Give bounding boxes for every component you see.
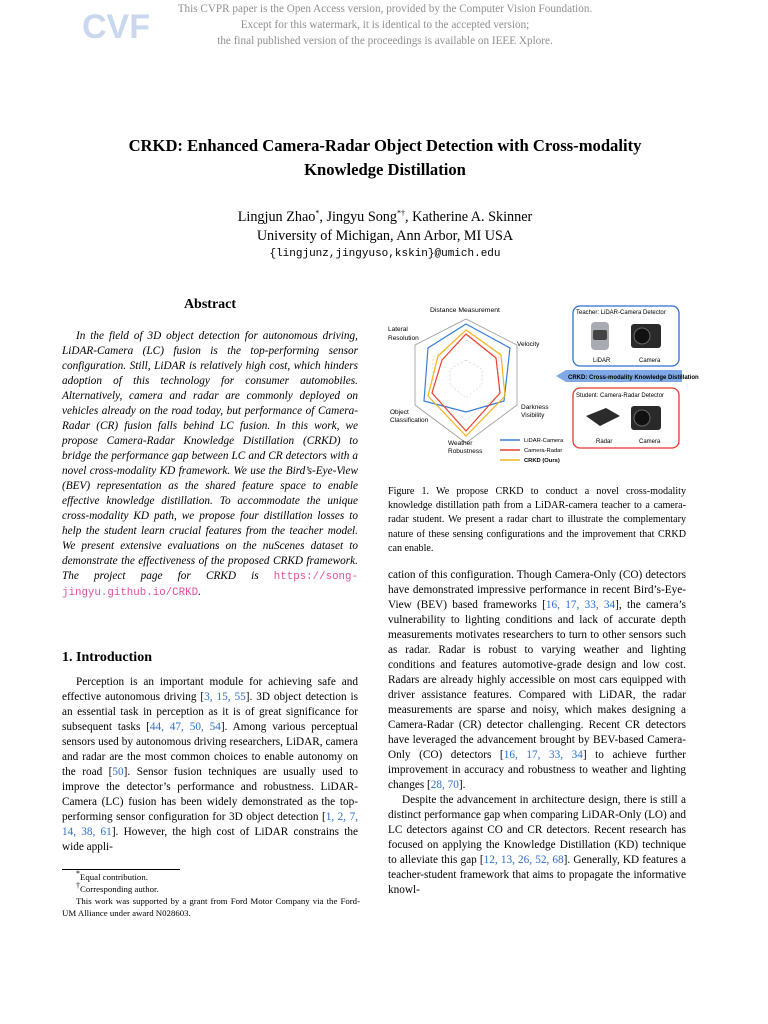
author-block <box>60 208 710 263</box>
teacher-box <box>573 306 679 366</box>
footnote-corresponding: †Corresponding author. <box>76 881 159 894</box>
paper-title <box>60 134 710 182</box>
author-name: Katherine A. Skinner <box>412 209 533 225</box>
body-text: cation of this configuration. Though Camera-Only (CO) detectors have demonstrated impressive performance in recent Bird’s-Eye-View (BEV) based frameworks [ <box>388 569 686 611</box>
student-radar-label: Radar <box>596 439 613 445</box>
title-line-1: CRKD: Enhanced Camera-Radar Object Detection with Cross-modality <box>128 136 642 155</box>
radar-outer-hexagon <box>415 319 517 443</box>
body-text: ]. <box>458 779 466 791</box>
title-line-2: Knowledge Distillation <box>304 160 466 179</box>
footnote-text: Corresponding author. <box>80 884 159 894</box>
author-name: Lingjun Zhao <box>237 209 316 225</box>
section-heading-introduction: 1. Introduction <box>62 650 152 665</box>
kd-banner-label: CRKD: Cross-modality Knowledge Distillation <box>568 375 699 381</box>
intro-text: ]. Sensor fusion techniques are usually used to improve the detector’s performance and robustness. LiDAR-Camera (LC) fusion has been widely demonstrated as the top-performing sensor configuration for 3D object detection [ <box>62 766 358 823</box>
intro-paragraph-2 <box>388 793 686 898</box>
camera-icon-lens <box>634 410 650 426</box>
project-page-link[interactable]: https://song-jingyu.github.io/CRKD <box>62 571 358 599</box>
radar-grid-ring <box>450 360 482 398</box>
footnote-text: Equal contribution. <box>80 872 148 882</box>
kd-arrow-icon <box>556 370 566 382</box>
author-mark: *† <box>397 208 405 218</box>
camera-icon-lens <box>634 328 650 344</box>
footnote-funding: This work was supported by a grant from Ford Motor Company via the Ford-UM Alliance under award N028603. <box>62 896 360 918</box>
figure-1-caption: Figure 1. We propose CRKD to conduct a novel cross-modality knowledge distillation path from a LiDAR-camera teacher to a camera-radar student. We present a radar chart to illustrate the complementary nature of these sensing configurations and the improvement that CRKD can enable. <box>388 486 686 554</box>
intro-text: ]. However, the high cost of LiDAR constrains the wide appli- <box>62 826 359 853</box>
citation-link[interactable]: 16, 17, 33, 34 <box>545 599 616 611</box>
lidar-icon-window <box>593 330 607 340</box>
watermark-line-2: Except for this watermark, it is identical to the accepted version; <box>240 19 530 31</box>
radar-chart <box>388 307 549 455</box>
citation-link[interactable]: 28, 70 <box>430 779 459 791</box>
teacher-title: Teacher: LiDAR-Camera Detector <box>576 310 666 316</box>
legend-cr: Camera-Radar <box>524 448 563 454</box>
legend-lc: LiDAR-Camera <box>524 438 564 444</box>
footnotes <box>62 871 360 919</box>
body-text: Despite the advancement in architecture design, there is still a distinct performance gap when comparing LiDAR-Only (LO) and LC detectors against CO and CR detectors. Recent research has focused on applying the Knowledge Distillation (KD) technique to alleviate this gap [ <box>388 794 686 866</box>
intro-paragraph-continued <box>388 568 686 793</box>
axis-label-velocity: Velocity <box>517 341 540 348</box>
figure-1 <box>388 300 699 470</box>
teacher-camera-label: Camera <box>639 358 661 364</box>
student-box <box>573 388 679 448</box>
abstract-heading: Abstract <box>183 297 237 312</box>
abstract-text: In the field of 3D object detection for autonomous driving, LiDAR-Camera (LC) fusion is the top-performing sensor configuration. Still, LiDAR is relatively high cost, which hinders adoption of this technology for consumer automobiles. Alternatively, camera and radar are commonly deployed on vehicles already on the road today, but performance of Camera-Radar (CR) fusion falls behind LC fusion. In this work, we propose Camera-Radar Knowledge Distillation (CRKD) to bridge the performance gap between LC and CR detectors with a novel cross-modality KD framework. We use the Bird’s-Eye-View (BEV) representation as the shared feature space to enable effective knowledge distillation. To accommodate the unique cross-modality KD path, we propose four distillation losses to help the student learn crucial features from the teacher model. We present extensive evaluations on the nuScenes dataset to demonstrate the effectiveness of the proposed CRKD framework. The project page for CRKD is <box>62 330 358 582</box>
student-camera-label: Camera <box>639 439 661 445</box>
axis-label-lateral: Lateral <box>388 326 408 333</box>
cvf-logo-text: CVF <box>82 8 150 46</box>
legend-crkd: CRKD (Ours) <box>524 458 560 464</box>
body-text: ] to achieve further improvement in accuracy and robustness to weather and lighting changes [ <box>388 749 686 791</box>
radar-legend <box>500 438 564 464</box>
open-access-watermark <box>150 1 620 49</box>
teacher-lidar-label: LiDAR <box>593 358 611 364</box>
figure-1-graphic <box>388 300 699 470</box>
intro-text: ]. Among various perceptual sensors used by autonomous driving researchers, LiDAR, camera and radar are the most common choices to enable autonomy on the road [ <box>62 721 358 778</box>
axis-label-object-2: Classification <box>390 417 429 424</box>
abstract-body <box>62 329 358 601</box>
intro-text: Perception is an important module for achieving safe and effective autonomous driving [ <box>62 676 358 703</box>
citation-link[interactable]: 50 <box>112 766 124 778</box>
axis-label-darkness: Darkness <box>521 404 549 411</box>
right-column-text <box>388 568 686 898</box>
intro-text: ]. 3D object detection is an essential task in perception as it is of great significance for subsequent tasks [ <box>62 691 358 733</box>
axis-label-weather: Weather <box>448 440 473 447</box>
citation-link[interactable]: 3, 15, 55 <box>204 691 246 703</box>
watermark-line-1: This CVPR paper is the Open Access version, provided by the Computer Vision Foundation. <box>177 3 593 15</box>
series-camera-radar <box>432 334 500 431</box>
axis-label-weather-2: Robustness <box>448 448 483 455</box>
axis-label-darkness-2: Visibility <box>521 412 545 419</box>
author-list: Lingjun Zhao*, Jingyu Song*†, Katherine A. Skinner <box>237 208 533 225</box>
kd-banner <box>556 370 699 382</box>
affiliation: University of Michigan, Ann Arbor, MI USA <box>256 228 514 244</box>
citation-link[interactable]: 44, 47, 50, 54 <box>149 721 221 733</box>
student-title: Student: Camera-Radar Detector <box>576 393 665 399</box>
author-mark: * <box>315 208 320 218</box>
citation-link[interactable]: 16, 17, 33, 34 <box>503 749 583 761</box>
author-emails: {lingjunz,jingyuso,kskin}@umich.edu <box>269 248 501 260</box>
axis-label-distance: Distance Measurement <box>430 307 500 314</box>
body-text: ], the camera’s vulnerability to lighting conditions and lack of accurate depth measurements motivates researchers to turn to other sensors such as radar. Radar is robust to varying weather and lighting conditions and features automotive-grade design and low cost. Radars are already highly accessible on most cars equipped with driver assistance features. Compared with LiDAR, the radar measurements are sparse and noisy, which makes designing a Camera-Radar (CR) detector challenging. Recent CR detectors have leveraged the advancement brought by BEV-based Camera-Only (CO) detectors [ <box>388 599 687 761</box>
citation-link[interactable]: 12, 13, 26, 52, 68 <box>483 854 564 866</box>
footnote-equal: *Equal contribution. <box>76 869 148 882</box>
author-name: Jingyu Song <box>326 209 397 225</box>
intro-paragraph <box>62 675 358 855</box>
abstract-end: . <box>198 586 201 598</box>
watermark-line-3: the final published version of the proceedings is available on IEEE Xplore. <box>217 35 553 47</box>
body-text: ]. Generally, KD features a teacher-student framework that aims to propagate the informative knowl- <box>388 854 686 896</box>
series-crkd <box>428 330 505 436</box>
axis-label-object: Object <box>390 409 409 416</box>
citation-link[interactable]: 1, 2, 7, 14, 38, 61 <box>62 811 359 838</box>
cvf-logo <box>80 4 150 46</box>
axis-label-lateral-2: Resolution <box>388 335 419 342</box>
